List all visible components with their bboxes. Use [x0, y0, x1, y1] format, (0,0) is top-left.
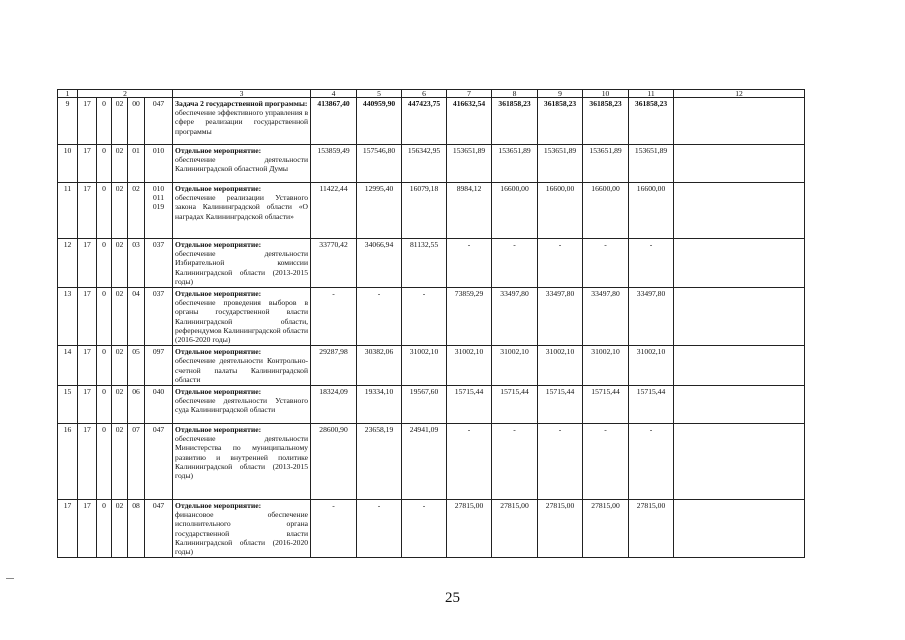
- code-task: 02: [112, 386, 128, 424]
- table-row: [58, 346, 805, 386]
- code-task: 02: [112, 346, 128, 386]
- code-subprogram: 0: [97, 145, 112, 183]
- amount-cell: 361858,23: [492, 98, 538, 145]
- amount-cell: 16600,00: [538, 183, 583, 239]
- amount-cell: 157546,80: [357, 145, 402, 183]
- measure-description: [173, 183, 311, 239]
- header-col-2: 2: [78, 90, 173, 98]
- amount-cell: 153651,89: [583, 145, 629, 183]
- measure-text: обеспечение проведения выборов в органы государственной власти Калининградской области, референдумов Калининградской области (2016-2020 годы): [175, 298, 309, 345]
- code-grbs-value: 097: [152, 347, 165, 357]
- measure-text: обеспечение деятельности Уставного суда Калининградской области: [175, 396, 309, 415]
- code-grbs: [145, 424, 173, 500]
- amount-cell: 30382,06: [357, 346, 402, 386]
- measure-title: Отдельное мероприятие:: [175, 387, 262, 397]
- notes-cell: [674, 183, 805, 239]
- amount-cell: 153651,89: [629, 145, 674, 183]
- amount-cell: -: [447, 424, 492, 500]
- code-measure: 02: [128, 183, 145, 239]
- amount-cell: 28600,90: [311, 424, 357, 500]
- code-grbs: [145, 346, 173, 386]
- table-row: [58, 98, 805, 145]
- code-grbs: [145, 239, 173, 288]
- code-program: 17: [78, 346, 97, 386]
- amount-cell: -: [538, 424, 583, 500]
- header-col-8: 8: [492, 90, 538, 98]
- measure-title: Отдельное мероприятие:: [175, 240, 262, 249]
- amount-cell: 81132,55: [402, 239, 447, 288]
- code-program: 17: [78, 145, 97, 183]
- measure-title: Отдельное мероприятие:: [175, 184, 262, 193]
- header-col-3: 3: [173, 90, 311, 98]
- table-header-row: [58, 90, 805, 98]
- code-measure: 06: [128, 386, 145, 424]
- amount-cell: 16600,00: [583, 183, 629, 239]
- budget-table: [57, 89, 805, 558]
- notes-cell: [674, 288, 805, 346]
- notes-cell: [674, 500, 805, 558]
- amount-cell: 15715,44: [629, 386, 674, 424]
- measure-title: Отдельное мероприятие:: [175, 425, 262, 435]
- header-col-9: 9: [538, 90, 583, 98]
- row-number: 12: [58, 239, 78, 288]
- amount-cell: -: [357, 500, 402, 558]
- amount-cell: 27815,00: [492, 500, 538, 558]
- code-program: 17: [78, 98, 97, 145]
- amount-cell: 19334,10: [357, 386, 402, 424]
- measure-description: [173, 424, 311, 500]
- page-number: 25: [445, 590, 460, 606]
- amount-cell: 361858,23: [538, 98, 583, 145]
- header-col-7: 7: [447, 90, 492, 98]
- code-measure: 01: [128, 145, 145, 183]
- code-grbs-value: 037: [152, 240, 165, 249]
- amount-cell: -: [538, 239, 583, 288]
- code-grbs-value: 047: [152, 501, 165, 511]
- measure-text: финансовое обеспечение исполнительного органа государственной власти Калининградской области (2016-2020 годы): [175, 510, 309, 557]
- code-task: 02: [112, 98, 128, 145]
- code-grbs: [145, 183, 173, 239]
- measure-description: [173, 98, 311, 145]
- notes-cell: [674, 145, 805, 183]
- code-subprogram: 0: [97, 500, 112, 558]
- code-measure: 07: [128, 424, 145, 500]
- code-subprogram: 0: [97, 424, 112, 500]
- code-program: 17: [78, 183, 97, 239]
- table-row: [58, 424, 805, 500]
- amount-cell: 27815,00: [447, 500, 492, 558]
- amount-cell: -: [629, 424, 674, 500]
- amount-cell: -: [447, 239, 492, 288]
- header-col-1: 1: [58, 90, 78, 98]
- amount-cell: 18324,09: [311, 386, 357, 424]
- amount-cell: 15715,44: [492, 386, 538, 424]
- row-number: 11: [58, 183, 78, 239]
- amount-cell: 15715,44: [447, 386, 492, 424]
- amount-cell: 153651,89: [447, 145, 492, 183]
- row-number: 16: [58, 424, 78, 500]
- measure-text: обеспечение деятельности Калининградской областной Думы: [175, 155, 309, 174]
- measure-title: Отдельное мероприятие:: [175, 289, 262, 299]
- code-program: 17: [78, 288, 97, 346]
- measure-title: Отдельное мероприятие:: [175, 501, 262, 511]
- measure-description: [173, 386, 311, 424]
- row-number: 9: [58, 98, 78, 145]
- table-row: [58, 183, 805, 239]
- header-col-12: 12: [674, 90, 805, 98]
- code-program: 17: [78, 386, 97, 424]
- code-task: 02: [112, 239, 128, 288]
- amount-cell: 361858,23: [583, 98, 629, 145]
- code-program: 17: [78, 424, 97, 500]
- code-task: 02: [112, 424, 128, 500]
- code-grbs-value: 011: [152, 193, 165, 203]
- code-measure: 04: [128, 288, 145, 346]
- code-grbs-value: 047: [152, 99, 165, 108]
- measure-description: [173, 500, 311, 558]
- amount-cell: -: [311, 288, 357, 346]
- amount-cell: 23658,19: [357, 424, 402, 500]
- amount-cell: 15715,44: [538, 386, 583, 424]
- row-number: 13: [58, 288, 78, 346]
- code-measure: 08: [128, 500, 145, 558]
- code-program: 17: [78, 500, 97, 558]
- amount-cell: 31002,10: [538, 346, 583, 386]
- amount-cell: -: [402, 288, 447, 346]
- amount-cell: 31002,10: [629, 346, 674, 386]
- amount-cell: 15715,44: [583, 386, 629, 424]
- code-program: 17: [78, 239, 97, 288]
- measure-text: обеспечение деятельности Контрольно-счетной палаты Калининградской области: [175, 356, 309, 384]
- code-task: 02: [112, 145, 128, 183]
- row-number: 17: [58, 500, 78, 558]
- amount-cell: -: [492, 239, 538, 288]
- code-subprogram: 0: [97, 183, 112, 239]
- code-grbs-value: 037: [152, 289, 165, 299]
- amount-cell: 11422,44: [311, 183, 357, 239]
- code-subprogram: 0: [97, 98, 112, 145]
- amount-cell: 33497,80: [538, 288, 583, 346]
- amount-cell: 33770,42: [311, 239, 357, 288]
- amount-cell: 31002,10: [402, 346, 447, 386]
- amount-cell: 153651,89: [492, 145, 538, 183]
- table-row: [58, 500, 805, 558]
- notes-cell: [674, 239, 805, 288]
- amount-cell: 27815,00: [538, 500, 583, 558]
- code-measure: 00: [128, 98, 145, 145]
- row-number: 15: [58, 386, 78, 424]
- code-grbs-value: 010: [152, 146, 165, 155]
- amount-cell: 31002,10: [583, 346, 629, 386]
- notes-cell: [674, 386, 805, 424]
- code-measure: 05: [128, 346, 145, 386]
- code-grbs: [145, 98, 173, 145]
- amount-cell: 361858,23: [629, 98, 674, 145]
- amount-cell: 29287,98: [311, 346, 357, 386]
- measure-title: Задача 2 государственной программы:: [175, 99, 308, 108]
- amount-cell: 440959,90: [357, 98, 402, 145]
- amount-cell: 16079,18: [402, 183, 447, 239]
- amount-cell: -: [492, 424, 538, 500]
- amount-cell: 8984,12: [447, 183, 492, 239]
- amount-cell: -: [357, 288, 402, 346]
- measure-text: обеспечение реализации Уставного закона Калининградской области «О наградах Калининградской области»: [175, 193, 309, 221]
- amount-cell: 153651,89: [538, 145, 583, 183]
- code-grbs: [145, 288, 173, 346]
- amount-cell: 33497,80: [629, 288, 674, 346]
- amount-cell: 413867,40: [311, 98, 357, 145]
- amount-cell: 34066,94: [357, 239, 402, 288]
- code-task: 02: [112, 183, 128, 239]
- code-measure: 03: [128, 239, 145, 288]
- measure-title: Отдельное мероприятие:: [175, 347, 262, 357]
- row-number: 14: [58, 346, 78, 386]
- amount-cell: 27815,00: [583, 500, 629, 558]
- amount-cell: 447423,75: [402, 98, 447, 145]
- code-grbs-value: 040: [152, 387, 165, 397]
- table-row: [58, 239, 805, 288]
- notes-cell: [674, 424, 805, 500]
- amount-cell: -: [311, 500, 357, 558]
- code-grbs-value: 010: [152, 184, 165, 193]
- measure-description: [173, 288, 311, 346]
- amount-cell: 33497,80: [583, 288, 629, 346]
- code-task: 02: [112, 500, 128, 558]
- margin-mark: [6, 578, 14, 579]
- amount-cell: 24941,09: [402, 424, 447, 500]
- measure-description: [173, 239, 311, 288]
- amount-cell: 31002,10: [447, 346, 492, 386]
- amount-cell: 16600,00: [629, 183, 674, 239]
- header-col-4: 4: [311, 90, 357, 98]
- code-grbs-value: 019: [152, 202, 165, 212]
- header-col-11: 11: [629, 90, 674, 98]
- amount-cell: 156342,95: [402, 145, 447, 183]
- amount-cell: 27815,00: [629, 500, 674, 558]
- header-col-10: 10: [583, 90, 629, 98]
- table-row: [58, 288, 805, 346]
- amount-cell: -: [402, 500, 447, 558]
- table-row: [58, 386, 805, 424]
- code-grbs: [145, 500, 173, 558]
- code-subprogram: 0: [97, 239, 112, 288]
- code-grbs-value: 047: [152, 425, 165, 435]
- code-grbs: [145, 145, 173, 183]
- code-subprogram: 0: [97, 386, 112, 424]
- measure-description: [173, 145, 311, 183]
- measure-description: [173, 346, 311, 386]
- amount-cell: -: [583, 239, 629, 288]
- measure-text: обеспечение эффективного управления в сфере реализации государственной программы: [175, 108, 309, 136]
- code-task: 02: [112, 288, 128, 346]
- code-grbs: [145, 386, 173, 424]
- amount-cell: 416632,54: [447, 98, 492, 145]
- code-subprogram: 0: [97, 346, 112, 386]
- amount-cell: 31002,10: [492, 346, 538, 386]
- amount-cell: 12995,40: [357, 183, 402, 239]
- table-row: [58, 145, 805, 183]
- measure-title: Отдельное мероприятие:: [175, 146, 262, 155]
- amount-cell: 19567,60: [402, 386, 447, 424]
- amount-cell: 153859,49: [311, 145, 357, 183]
- measure-text: обеспечение деятельности Министерства по муниципальному развитию и внутренней политике Калининградской области (2013-2015 годы): [175, 434, 309, 481]
- header-col-5: 5: [357, 90, 402, 98]
- row-number: 10: [58, 145, 78, 183]
- code-subprogram: 0: [97, 288, 112, 346]
- amount-cell: -: [583, 424, 629, 500]
- amount-cell: 33497,80: [492, 288, 538, 346]
- amount-cell: 73859,29: [447, 288, 492, 346]
- notes-cell: [674, 346, 805, 386]
- header-col-6: 6: [402, 90, 447, 98]
- amount-cell: 16600,00: [492, 183, 538, 239]
- amount-cell: -: [629, 239, 674, 288]
- measure-text: обеспечение деятельности Избирательной комиссии Калининградской области (2013-2015 годы): [175, 249, 309, 286]
- notes-cell: [674, 98, 805, 145]
